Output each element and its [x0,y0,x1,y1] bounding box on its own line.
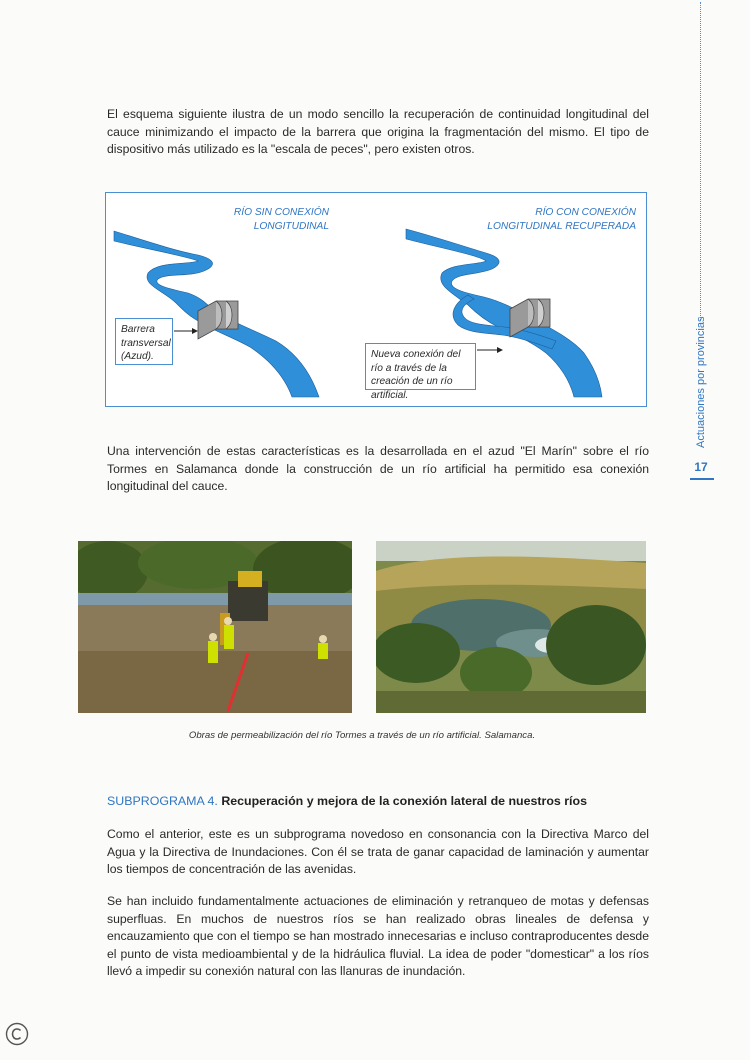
right-callout: Nueva conexión del río a través de la creación de un río artificial. [365,343,476,390]
right-callout-arrow [477,347,503,353]
intro-paragraph: El esquema siguiente ilustra de un modo sencillo la recuperación de continuidad longitudinal del cauce minimizando el impacto de la barrera que origina la fragmentación del mismo. El tipo de dispositivo más utilizado es la "escala de peces", pero existen otros. [107,107,649,156]
river-connection-diagram [105,192,647,407]
construction-photo [78,541,352,713]
photo-caption: Obras de permeabilización del río Tormes a través de un río artificial. Salamanca. [188,730,536,741]
section-label-text: Actuaciones por provincias [695,316,707,448]
left-callout: Barrera transversal (Azud). [115,318,173,365]
side-dotted-rule [700,2,703,320]
subprogram-title: Recuperación y mejora de la conexión lateral de nuestros ríos [221,794,587,808]
right-diagram-title: RÍO CON CONEXIÓN LONGITUDINAL RECUPERADA [487,207,636,232]
copyright-icon [5,1022,29,1046]
subprogram-number: SUBPROGRAMA 4. [107,794,218,808]
page-number-rule [690,478,714,480]
left-callout-arrow [174,328,198,334]
page-number: 17 [694,460,708,474]
subprogram-paragraph-1: Como el anterior, este es un subprograma novedoso en consonancia con la Directiva Marco del Agua y la Directiva de Inundaciones. Con él se trata de ganar capacidad de laminación y aumentar los tiempos de concentración de las avenidas. [107,827,649,876]
left-diagram-title: RÍO SIN CONEXIÓN LONGITUDINAL [233,207,329,232]
river-channel-photo [376,541,646,713]
marin-paragraph: Una intervención de estas características es la desarrollada en el azud "El Marín" sobre el río Tormes en Salamanca donde la construcción de un río artificial ha permitido esa conexión longitudinal del cauce. [107,444,649,493]
subprogram-heading [107,793,667,810]
section-side-label [690,316,712,450]
subprogram-paragraph-2: Se han incluido fundamentalmente actuaciones de eliminación y retranqueo de motas y defensas superfluas. En muchos de nuestros ríos se han realizado obras lineales de defensa y encauzamiento que con el tiempo se han mostrado innecesarias e incluso contraproducentes desde el punto de vista medioambiental y de la hidráulica fluvial. La idea de poder "domesticar" a los ríos llevó a impedir su conexión natural con las llanuras de inundación. [107,894,649,978]
